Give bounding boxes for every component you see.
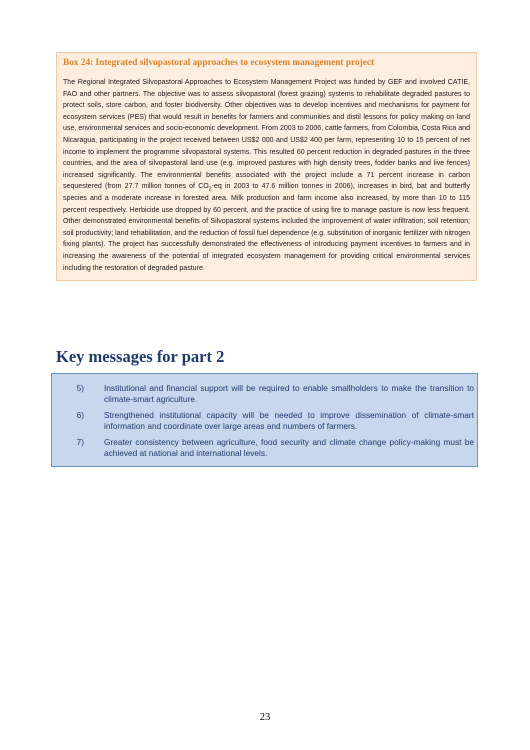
case-study-box: [56, 52, 477, 281]
key-message-number: 5): [76, 383, 84, 393]
key-message-text: Strengthened institutional capacity will be needed to improve dissemination of climate-smart information and coordinate over large areas and numbers of farmers.: [104, 410, 474, 431]
key-message-number: 6): [76, 410, 84, 420]
key-messages-box: [51, 373, 478, 467]
key-message-text: Institutional and financial support will be required to enable smallholders to make the transition to climate-smart agriculture.: [104, 383, 474, 404]
box-body: [63, 77, 470, 274]
key-messages-title: Key messages for part 2: [56, 347, 225, 366]
box-body-part2: -eq in 2003 to 47.6 million tonnes in 2006), increases in bird, bat and butterfly species and a moderate increase in forested area. Milk production and farm income also increased, by more than 10 to 115 percent respectively. Herbicide use dropped by 60 percent, and the practice of using fire to manage pasture is now less frequent. Other demonstrated environmental benefits of Silvopastoral systems included the improvement of water infiltration; soil retention; soil productivity; land rehabilitation, and the reduction of fossil fuel dependence (e.g. substitution of inorganic fertilizer with nitrogen fixing plants). The project has successfully demonstrated the effectiveness of introducing payment incentives to farmers and in increasing the awareness of the potential of integrated ecosystem management for providing critical environmental services including the restoration of degraded pasture.: [63, 183, 470, 272]
box-body-part1: The Regional Integrated Silvopastoral Approaches to Ecosystem Management Project was funded by GEF and involved CATIE, FAO and other partners. The objective was to assess silvopastoral (forest grazing) systems to rehabilitate degraded pastures to protect soils, store carbon, and foster biodiversity. Other objectives was to develop incentives and mechanisms for payment for ecosystem services (PES) that would result in benefits for farmers and communities and distil lessons for policy making on land use, environmental services and socio-economic development. From 2003 to 2006, cattle farmers, from Colombia, Costa Rica and Nicaragua, participating in the project received between US$2 000 and US$2 400 per farm, representing 10 to 15 percent of net income to implement the programme silvopastoral systems. This resulted 60 percent reduction in degraded pastures in the three countries, and the area of silvopastoral land use (e.g. improved pastures with high density trees, fodder banks and live fences) increased significantly. The environmental benefits associated with the project include a 71 percent increase in carbon sequestered (from 27.7 million tonnes of CO: [63, 79, 470, 191]
key-message-number: 7): [76, 437, 84, 447]
co2-subscript: 2: [208, 186, 212, 193]
box-title: Box 24: Integrated silvopastoral approaches to ecosystem management project: [63, 58, 375, 68]
page-number: 23: [259, 712, 271, 723]
key-message-text: Greater consistency between agriculture, food security and climate change policy-making must be achieved at national and international levels.: [104, 437, 474, 458]
